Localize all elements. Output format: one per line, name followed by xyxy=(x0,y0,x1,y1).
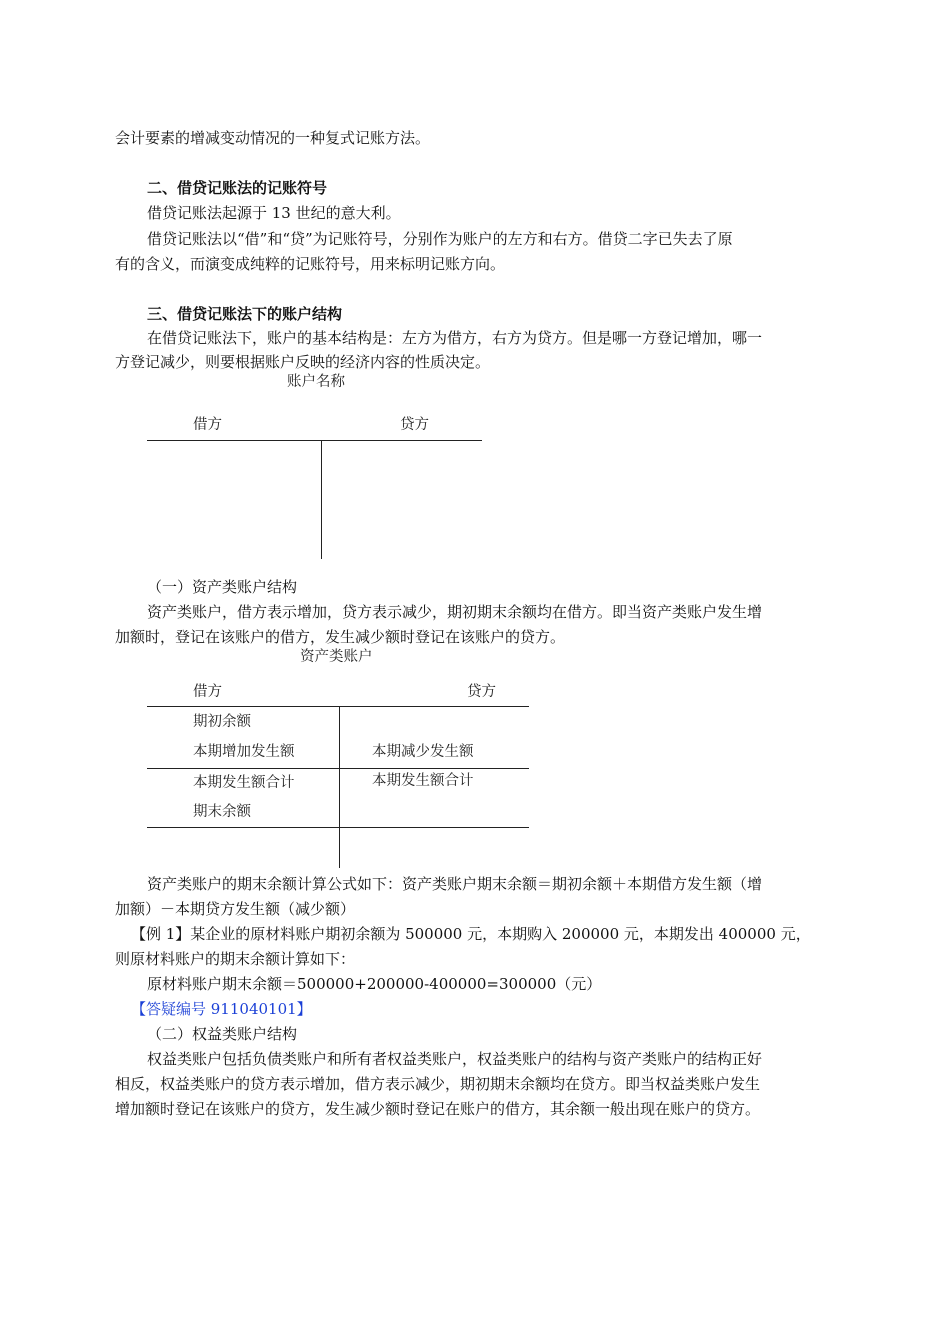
equity-heading: （二）权益类账户结构 xyxy=(147,1025,298,1043)
asset-formula-line-2: 加额）－本期贷方发生额（减少额） xyxy=(115,900,356,918)
asset-formula-line-1: 资产类账户的期末余额计算公式如下：资产类账户期末余额＝期初余额＋本期借方发生额（增 xyxy=(147,875,763,893)
asset-paragraph-line-2: 加额时，登记在该账户的借方，发生减少额时登记在该账户的贷方。 xyxy=(115,628,566,646)
section-3-paragraph-line-2: 方登记减少，则要根据账户反映的经济内容的性质决定。 xyxy=(115,353,491,371)
asset-t-account-vertical-line xyxy=(339,706,340,868)
section-2-paragraph-1: 借贷记账法起源于 13 世纪的意大利。 xyxy=(147,204,401,222)
t-account-title: 账户名称 xyxy=(287,374,345,390)
equity-paragraph-line-2: 相反，权益类账户的贷方表示增加，借方表示减少，期初期末余额均在贷方。即当权益类账户发生 xyxy=(115,1075,761,1093)
example-1-line-1: 【例 1】某企业的原材料账户期初余额为 500000 元，本期购入 200000 元，本期发出 400000 元， xyxy=(131,925,811,943)
t-account-debit-label: 借方 xyxy=(193,417,222,433)
equity-paragraph-line-3: 增加额时登记在该账户的贷方，发生减少额时登记在账户的借方，其余额一般出现在账户的贷方。 xyxy=(115,1100,761,1118)
asset-debit-total: 本期发生额合计 xyxy=(193,775,295,791)
t-account-vertical-line xyxy=(321,440,322,559)
intro-paragraph-end: 会计要素的增减变动情况的一种复式记账方法。 xyxy=(115,129,431,147)
asset-t-account-middle-line xyxy=(147,768,529,769)
example-1-calculation: 原材料账户期末余额＝500000+200000-400000=300000（元） xyxy=(147,975,602,993)
t-account-credit-label: 贷方 xyxy=(400,417,429,433)
asset-credit-total: 本期发生额合计 xyxy=(372,773,474,789)
qa-number-link[interactable]: 【答疑编号 911040101】 xyxy=(131,1000,312,1018)
section-3-heading: 三、借贷记账法下的账户结构 xyxy=(147,305,343,323)
asset-t-account-title: 资产类账户 xyxy=(300,649,373,665)
section-3-paragraph-line-1: 在借贷记账法下，账户的基本结构是：左方为借方，右方为贷方。但是哪一方登记增加，哪一 xyxy=(147,329,763,347)
asset-t-account-bottom-line xyxy=(147,827,529,828)
asset-t-account-debit-label: 借方 xyxy=(193,684,222,700)
asset-paragraph-line-1: 资产类账户，借方表示增加，贷方表示减少，期初期末余额均在借方。即当资产类账户发生增 xyxy=(147,603,763,621)
section-2-paragraph-2-line-2: 有的含义，而演变成纯粹的记账符号，用来标明记账方向。 xyxy=(115,255,506,273)
asset-decrease-amount: 本期减少发生额 xyxy=(372,744,474,760)
asset-heading: （一）资产类账户结构 xyxy=(147,578,298,596)
equity-paragraph-line-1: 权益类账户包括负债类账户和所有者权益类账户，权益类账户的结构与资产类账户的结构正好 xyxy=(147,1050,763,1068)
section-2-paragraph-2-line-1: 借贷记账法以“借”和“贷”为记账符号，分别作为账户的左方和右方。借贷二字已失去了原 xyxy=(147,230,733,248)
asset-opening-balance: 期初余额 xyxy=(193,714,251,730)
asset-t-account-credit-label: 贷方 xyxy=(467,684,496,700)
t-account-horizontal-line xyxy=(147,440,482,441)
asset-t-account-top-line xyxy=(147,706,529,707)
asset-closing-balance: 期末余额 xyxy=(193,804,251,820)
section-2-heading: 二、借贷记账法的记账符号 xyxy=(147,179,328,197)
asset-increase-amount: 本期增加发生额 xyxy=(193,744,295,760)
example-1-line-2: 则原材料账户的期末余额计算如下： xyxy=(115,950,356,968)
